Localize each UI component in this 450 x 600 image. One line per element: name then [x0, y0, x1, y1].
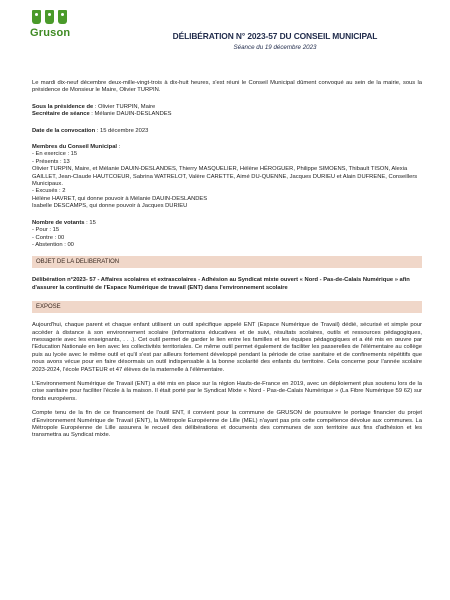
votants-contre: - Contre : 00 — [32, 234, 65, 241]
membres-suffix: : — [117, 144, 121, 151]
membres-label: Membres du Conseil Municipal — [32, 144, 118, 151]
session-date: Séance du 19 décembre 2023 — [233, 44, 317, 51]
membres-excuse-1: Hélène HAVRET, qui donne pouvoir à Mélanie DAUIN-DESLANDES — [32, 195, 208, 202]
secretaire-label: Secrétaire de séance — [32, 111, 90, 118]
document-title: DÉLIBÉRATION N° 2023-57 DU CONSEIL MUNICIPAL — [172, 31, 378, 41]
votants-line — [32, 220, 422, 227]
membres-presents-list: Olivier TURPIN, Maire, et Mélanie DAUIN-DESLANDES, Thierry MASQUELIER, Hélène HÉROGUER, Philippe SIMOENS, Thibault TISON, Alexia GAILLET, Jean-Claude HAUTCOEUR, Sabrina WATRELOT, Valère CARETTE, Aimé DU-QUENNE, Jacques DURIEU et Alain DUFRENE, Conseillers Municipaux. — [32, 166, 418, 188]
document-body — [32, 80, 422, 440]
document-header — [120, 31, 430, 51]
presidence-label: Sous la présidence de — [32, 103, 94, 110]
convocation-value: : 15 décembre 2023 — [95, 127, 149, 134]
votants-value: : 15 — [84, 219, 96, 226]
secretaire-value: : Mélanie DAUIN-DESLANDES — [89, 111, 172, 118]
expose-paragraph-1: Aujourd'hui, chaque parent et chaque enfant utilisent un outil spécifique appelé ENT (Espace Numérique de Travail) dédié, sécurisé et simple pour accéder à distance à son environnement scolaire (informations éducatives et de suivi, résultats scolaires, outils et ressources pédagogiques, messagerie avec les enseignants, . . .). Cet outil permet de garder le lien entre les familles et les équipes pédagogiques et a été mis en œuvre par l'Education Nationale en lien avec les collectivités territoriales. Ce même outil permet également de faciliter les passerelles de l'élémentaire au collège puis au lycée avec le même outil et qu'il s'est par ailleurs fortement développé pendant la période de crise sanitaire et de confinements répétitifs que nous avons vécue pour en faire désormais un outil indispensable à la bonne scolarité des enfants du territoire. Cela concerne pour l'année scolaire 2023-2024, l'école PASTEUR et 47 élèves de la maternelle à l'élémentaire. — [32, 322, 422, 373]
section-objet-header: OBJET DE LA DELIBERATION — [32, 256, 422, 268]
votants-pour: - Pour : 15 — [32, 227, 60, 234]
membres-heading — [32, 144, 422, 151]
gruson-logo — [30, 10, 72, 39]
intro-paragraph: Le mardi dix-neuf décembre deux-mille-vingt-trois à dix-huit heures, s'est réuni le Conseil Municipal dûment convoqué au sein de la mairie, sous la présidence de Monsieur le Maire, Olivier TURPIN. — [32, 80, 422, 94]
objet-text — [32, 277, 422, 292]
membres-excuses: - Excusés : 2 — [32, 188, 66, 195]
membres-en-exercice: - En exercice : 15 — [32, 151, 78, 158]
convocation-line — [32, 128, 422, 135]
logo-figures-icon — [32, 10, 72, 24]
expose-paragraph-3: Compte tenu de la fin de ce financement de l'outil ENT, il convient pour la commune de GRUSON de poursuivre le portage financier du projet d'Environnement Numérique de Travail (ENT), la Métropole Européenne de Lille (MEL) n'ayant pas pris cette compétence dévolue aux communes. La Métropole Européenne de Lille assurera le recueil des délibérations et documents des communes de son territoire aux fins d'adhésion et les transmettra au Syndicat mixte. — [32, 410, 422, 439]
convocation-label: Date de la convocation — [32, 127, 96, 134]
presidence-value: : Olivier TURPIN, Maire — [93, 103, 156, 110]
logo-text: Gruson — [30, 27, 71, 39]
votants-abstention: - Abstention : 00 — [32, 241, 74, 248]
votants-label: Nombre de votants — [32, 219, 85, 226]
section-expose-header: EXPOSE — [32, 301, 422, 313]
presidence-line — [32, 104, 422, 111]
membres-excuse-2: Isabelle DESCAMPS, qui donne pouvoir à Jacques DURIEU — [32, 203, 188, 210]
membres-presents: - Présents : 13 — [32, 158, 70, 165]
secretaire-line — [32, 111, 422, 118]
objet-bold-text: Délibération n°2023- 57 - Affaires scolaires et extrascolaires - Adhésion au Syndicat mixte ouvert « Nord - Pas-de-Calais Numérique » afin d'assurer la continuité de l'Espace Numérique de travail (ENT) dans l'environnement scolaire — [32, 277, 410, 291]
expose-paragraph-2: L'Environnement Numérique de Travail (ENT) a été mis en place sur la région Hauts-de-France en 2019, avec un déploiement plus soutenu lors de la crise sanitaire pour faciliter l'école à la maison. Il était porté par le Syndicat Mixte « Nord - Pas-de-Calais Numérique » (La Fibre Numérique 59 62) sur fonds européens. — [32, 380, 422, 402]
